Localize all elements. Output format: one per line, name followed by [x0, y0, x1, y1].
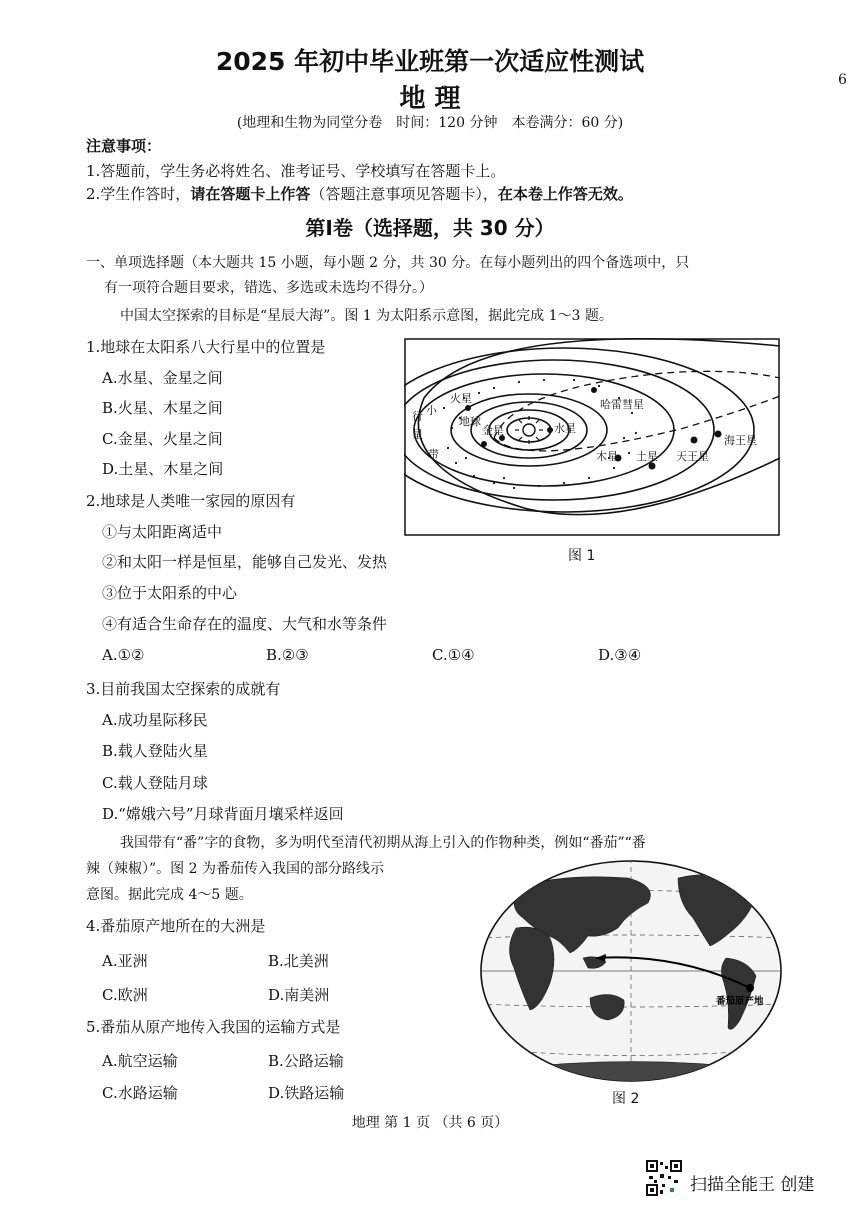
q5-option-a: A.航空运输	[102, 1052, 178, 1070]
q4-option-d: D.南美洲	[268, 986, 330, 1004]
label-belt-c: 小	[426, 404, 437, 417]
q1-option-a: A.水星、金星之间	[102, 369, 223, 387]
notes-item-2-bold2: 在本卷上作答无效。	[497, 185, 633, 203]
label-belt-a: 行	[412, 410, 423, 423]
continent-antarctica	[498, 1062, 768, 1085]
label-uranus: 天王星	[676, 450, 709, 463]
scanner-watermark: 扫描全能王 创建	[690, 1175, 815, 1195]
q1-option-b: B.火星、木星之间	[102, 399, 223, 417]
q2-option-d: D.③④	[598, 646, 642, 664]
origin-label: 番茄原产地	[716, 996, 764, 1007]
notes-item-2-mid: （答题注意事项见答题卡），	[310, 185, 498, 203]
comet-halley	[591, 387, 597, 393]
q2-option-a: A.①②	[102, 646, 145, 664]
q2-option-c: C.①④	[432, 646, 475, 664]
q4-option-c: C.欧洲	[102, 986, 148, 1004]
planet-neptune	[715, 431, 722, 438]
q2-stem: 2.地球是人类唯一家园的原因有	[86, 492, 296, 510]
solar-system-figure	[404, 338, 780, 536]
label-belt-b: 星	[412, 428, 423, 441]
figure-1-caption: 图 1	[568, 548, 596, 564]
label-comet: 哈雷彗星	[600, 398, 644, 411]
section-instructions-2: 有一项符合题目要求，错选、多选或未选均不得分。）	[104, 280, 433, 296]
planet-earth	[481, 441, 487, 447]
page-footer: 地理 第 1 页 （共 6 页）	[351, 1115, 509, 1131]
label-mars: 火星	[450, 392, 472, 405]
section-instructions-1: 一、单项选择题（本大题共 15 小题，每小题 2 分，共 30 分。在每小题列出的四个备选项中，只	[86, 255, 690, 271]
q3-option-c: C.载人登陆月球	[102, 774, 208, 792]
notes-item-1: 1.答题前，学生务必将姓名、准考证号、学校填写在答题卡上。	[86, 162, 506, 180]
label-earth: 地球	[459, 415, 481, 428]
intro-1: 中国太空探索的目标是“星辰大海”。图 1 为太阳系示意图，据此完成 1～3 题。	[120, 308, 613, 324]
q3-option-a: A.成功星际移民	[102, 711, 208, 729]
notes-item-2-pre: 2.学生作答时，	[86, 185, 191, 203]
q1-option-d: D.土星、木星之间	[102, 460, 224, 478]
world-map-figure	[478, 858, 784, 1084]
label-neptune: 海王星	[724, 434, 757, 447]
planet-mercury	[547, 427, 553, 433]
section-title: 第Ⅰ卷（选择题，共 30 分）	[305, 216, 555, 240]
q4-stem: 4.番茄原产地所在的大洲是	[86, 917, 266, 935]
q3-option-d: D.“嫦娥六号”月球背面月壤采样返回	[102, 805, 344, 823]
q3-option-b: B.载人登陆火星	[102, 742, 208, 760]
planet-saturn	[649, 463, 656, 470]
q4-option-b: B.北美洲	[268, 952, 329, 970]
label-belt-d: 带	[428, 448, 439, 461]
qr-code-icon	[646, 1160, 682, 1196]
q5-option-c: C.水路运输	[102, 1084, 178, 1102]
label-jupiter: 木星	[596, 450, 618, 463]
q5-option-d: D.铁路运输	[268, 1084, 345, 1102]
planet-mars	[465, 405, 471, 411]
q5-option-b: B.公路运输	[268, 1052, 344, 1070]
q2-item-3: ③位于太阳系的中心	[102, 584, 238, 602]
intro-2-line-1: 我国带有“番”字的食物，多为明代至清代初期从海上引入的作物种类，例如“番茄”“番	[120, 835, 646, 851]
figure-2-caption: 图 2	[612, 1091, 640, 1107]
q2-item-4: ④有适合生命存在的温度、大气和水等条件	[102, 615, 388, 633]
notes-item-2	[86, 183, 633, 204]
q2-item-1: ①与太阳距离适中	[102, 523, 223, 541]
q5-stem: 5.番茄从原产地传入我国的运输方式是	[86, 1018, 341, 1036]
exam-title: 2025 年初中毕业班第一次适应性测试	[215, 47, 645, 76]
notes-heading: 注意事项：	[86, 137, 162, 155]
q1-option-c: C.金星、火星之间	[102, 430, 223, 448]
q4-option-a: A.亚洲	[102, 952, 148, 970]
corner-mark: 6	[838, 72, 847, 88]
planet-uranus	[691, 437, 698, 444]
q3-stem: 3.目前我国太空探索的成就有	[86, 680, 281, 698]
origin-point	[746, 984, 754, 992]
intro-2-line-3: 意图。据此完成 4～5 题。	[86, 887, 253, 903]
label-mercury: 水星	[554, 422, 576, 435]
q1-stem: 1.地球在太阳系八大行星中的位置是	[86, 338, 326, 356]
notes-item-2-bold: 请在答题卡上作答	[190, 185, 311, 203]
intro-2-line-2: 辣（辣椒）”。图 2 为番茄传入我国的部分路线示	[86, 861, 384, 877]
label-venus: 金星	[482, 424, 504, 437]
subject-title: 地 理	[399, 84, 461, 114]
q2-item-2: ②和太阳一样是恒星，能够自己发光、发热	[102, 553, 388, 571]
exam-info: (地理和生物为同堂分卷 时间：120 分钟 本卷满分：60 分)	[236, 115, 624, 131]
label-saturn: 土星	[636, 450, 658, 463]
q2-option-b: B.②③	[266, 646, 309, 664]
